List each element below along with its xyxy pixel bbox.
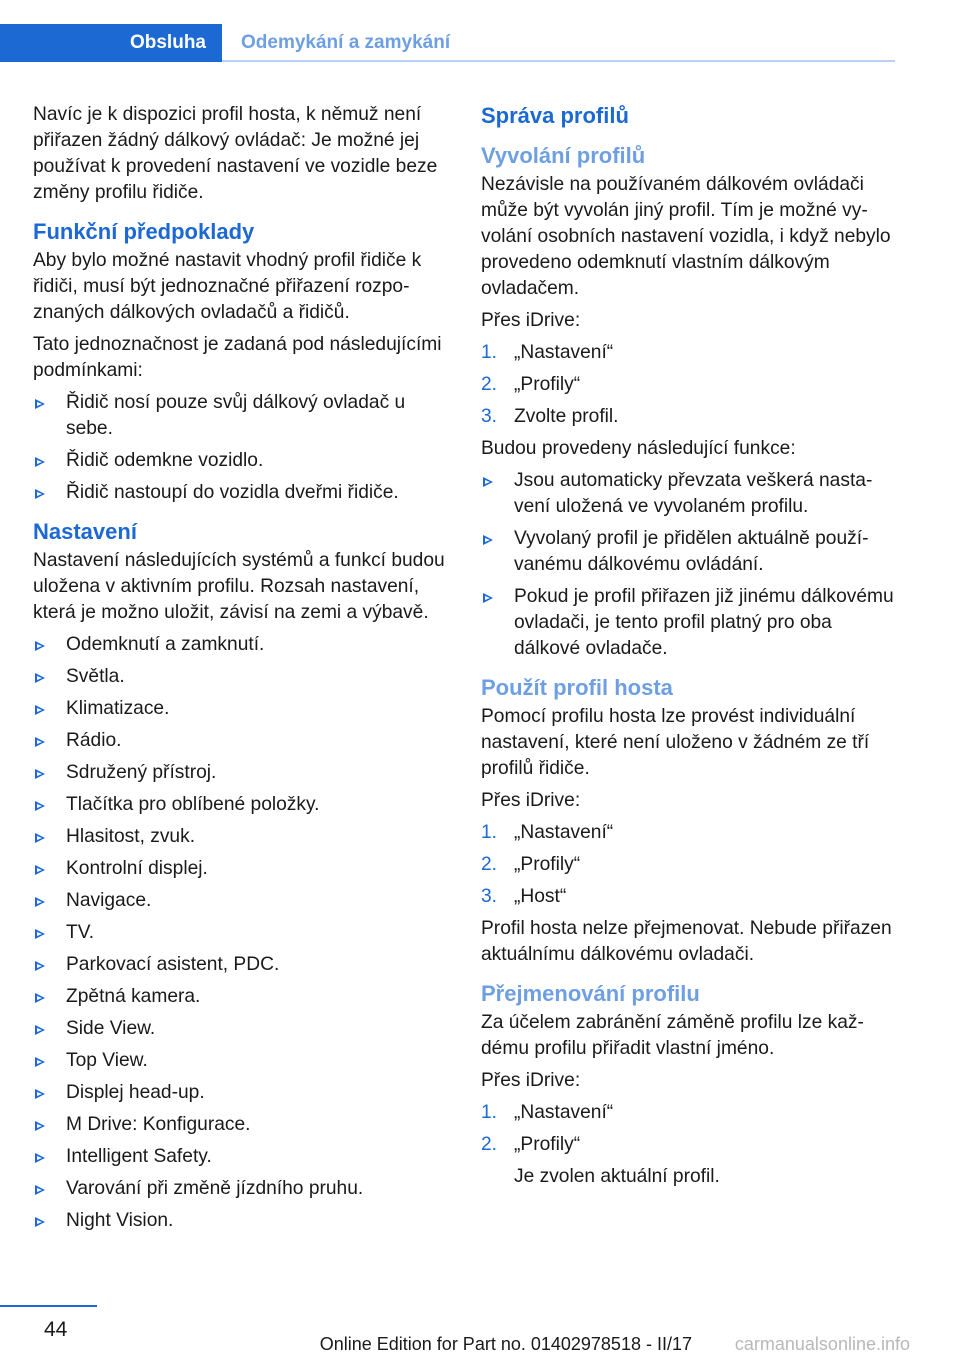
triangle-bullet-icon bbox=[483, 593, 493, 603]
heading-prejmenovani-profilu: Přejmenování profilu bbox=[481, 981, 700, 1006]
edition-note: Online Edition for Part no. 01402978518 - II/17 bbox=[319, 1334, 692, 1354]
list-item: Tlačítka pro oblíbené položky. bbox=[33, 792, 448, 818]
list-item: Klimatizace. bbox=[33, 696, 448, 722]
triangle-bullet-icon bbox=[35, 1089, 45, 1099]
triangle-bullet-icon bbox=[35, 1057, 45, 1067]
triangle-bullet-icon bbox=[35, 961, 45, 971]
list-item: 1. „Nastavení“ bbox=[481, 1102, 614, 1123]
list-item: Displej head-up. bbox=[33, 1080, 448, 1106]
list-item: Odemknutí a zamknutí. bbox=[33, 632, 448, 658]
triangle-bullet-icon bbox=[35, 865, 45, 875]
list-item: Jsou automaticky převzata veškerá nastavení uložená ve vyvolaném profilu. bbox=[481, 468, 896, 520]
steps-prejmenovani-list bbox=[481, 1100, 896, 1158]
pres-idrive-label: Přes iDrive: bbox=[481, 790, 581, 811]
list-item: 3. Zvolte profil. bbox=[481, 406, 619, 427]
list-item: Zpětná kamera. bbox=[33, 984, 448, 1010]
list-item: Varování při změně jízdního pruhu. bbox=[33, 1176, 448, 1202]
heading-funkcni-predpoklady: Funkční předpoklady bbox=[33, 219, 255, 244]
list-item: 1. „Nastavení“ bbox=[481, 342, 614, 363]
triangle-bullet-icon bbox=[483, 535, 493, 545]
paragraph-vyvolani: Nezávisle na používaném dálkovém ovládači může být vyvolán jiný profil. Tím je možné vyvolání osobních nastavení vozidla, i když nebylo provedeno odemknutí vlastním dálkovým ovladačem. bbox=[481, 174, 891, 299]
triangle-bullet-icon bbox=[35, 489, 45, 499]
triangle-bullet-icon bbox=[35, 737, 45, 747]
heading-pouzit-profil-hosta: Použít profil hosta bbox=[481, 675, 673, 700]
triangle-bullet-icon bbox=[35, 1121, 45, 1131]
paragraph-funkce: Budou provedeny následující funkce: bbox=[481, 438, 796, 459]
list-item: Pokud je profil přiřazen již jinému dálkovému ovladači, je tento profil platný pro oba dálkové ovladače. bbox=[481, 584, 896, 662]
section-tab-odemykani[interactable]: Odemykání a zamykání bbox=[241, 32, 451, 53]
paragraph-host: Pomocí profilu hosta lze provést individuální nastavení, které není uloženo v žádném ze tří profilů řidiče. bbox=[481, 706, 870, 779]
list-item: Navigace. bbox=[33, 888, 448, 914]
triangle-bullet-icon bbox=[35, 1217, 45, 1227]
list-item: 1. „Nastavení“ bbox=[481, 822, 614, 843]
triangle-bullet-icon bbox=[35, 1153, 45, 1163]
list-item: Rádio. bbox=[33, 728, 448, 754]
paragraph-prejmenovani: Za účelem zabránění záměně profilu lze každému profilu přiřadit vlastní jméno. bbox=[481, 1012, 864, 1059]
steps-host-list bbox=[481, 820, 896, 910]
list-item: TV. bbox=[33, 920, 448, 946]
triangle-bullet-icon bbox=[35, 457, 45, 467]
section-tab-obsluha[interactable]: Obsluha bbox=[0, 24, 222, 62]
list-item: Řidič nastoupí do vozidla dveřmi řidiče. bbox=[33, 480, 448, 506]
paragraph-nastaveni: Nastavení následujících systémů a funkcí budou uložena v aktivním profilu. Rozsah nastavení, která je možno uložit, závisí na zemi a výbavě. bbox=[33, 550, 445, 623]
footer-accent-line bbox=[0, 1305, 97, 1307]
list-item: Vyvolaný profil je přidělen aktuálně používanému dálkovému ovládání. bbox=[481, 526, 896, 578]
intro-paragraph: Navíc je k dispozici profil hosta, k němuž není přiřazen žádný dálkový ovládač: Je možné jej používat k provedení nastavení ve vozidle beze změny profilu řidiče. bbox=[33, 104, 438, 203]
triangle-bullet-icon bbox=[483, 477, 493, 487]
triangle-bullet-icon bbox=[35, 399, 45, 409]
triangle-bullet-icon bbox=[35, 641, 45, 651]
list-item: Night Vision. bbox=[33, 1208, 448, 1234]
watermark-text: carmanualsonline.info bbox=[734, 1334, 910, 1354]
triangle-bullet-icon bbox=[35, 673, 45, 683]
left-column bbox=[33, 102, 448, 1240]
triangle-bullet-icon bbox=[35, 993, 45, 1003]
step-sub-note: Je zvolen aktuální profil. bbox=[514, 1166, 720, 1187]
list-item: Kontrolní displej. bbox=[33, 856, 448, 882]
triangle-bullet-icon bbox=[35, 769, 45, 779]
triangle-bullet-icon bbox=[35, 801, 45, 811]
settings-list bbox=[33, 632, 448, 1234]
funkce-list bbox=[481, 468, 896, 662]
list-item: Sdružený přístroj. bbox=[33, 760, 448, 786]
list-item: Řidič odemkne vozidlo. bbox=[33, 448, 448, 474]
list-item: Hlasitost, zvuk. bbox=[33, 824, 448, 850]
triangle-bullet-icon bbox=[35, 705, 45, 715]
list-item: Parkovací asistent, PDC. bbox=[33, 952, 448, 978]
page-header bbox=[0, 24, 895, 62]
right-column bbox=[481, 102, 896, 1196]
list-item: 2. „Profily“ bbox=[481, 854, 581, 875]
triangle-bullet-icon bbox=[35, 1025, 45, 1035]
paragraph-predpoklady: Aby bylo možné nastavit vhodný profil řidiče k řidiči, musí být jednoznačné přiřazení rozpoznaných dálkových ovladačů a řidičů. bbox=[33, 250, 422, 323]
list-item: 2. „Profily“ bbox=[481, 374, 581, 395]
list-item: Řidič nosí pouze svůj dálkový ovladač u sebe. bbox=[33, 390, 448, 442]
list-item: Side View. bbox=[33, 1016, 448, 1042]
conditions-list bbox=[33, 390, 448, 506]
pres-idrive-label: Přes iDrive: bbox=[481, 310, 581, 331]
triangle-bullet-icon bbox=[35, 897, 45, 907]
list-item: 3. „Host“ bbox=[481, 886, 567, 907]
list-item: M Drive: Konfigurace. bbox=[33, 1112, 448, 1138]
triangle-bullet-icon bbox=[35, 929, 45, 939]
triangle-bullet-icon bbox=[35, 833, 45, 843]
heading-nastaveni: Nastavení bbox=[33, 519, 137, 544]
header-divider bbox=[222, 60, 895, 62]
triangle-bullet-icon bbox=[35, 1185, 45, 1195]
steps-vyvolani-list bbox=[481, 340, 896, 430]
list-item: Intelligent Safety. bbox=[33, 1144, 448, 1170]
paragraph-podminky: Tato jednoznačnost je zadaná pod následujícími podmínkami: bbox=[33, 334, 442, 381]
pres-idrive-label: Přes iDrive: bbox=[481, 1070, 581, 1091]
list-item: Top View. bbox=[33, 1048, 448, 1074]
heading-vyvolani-profilu: Vyvolání profilů bbox=[481, 143, 646, 168]
paragraph-host-note: Profil hosta nelze přejmenovat. Nebude přiřazen aktuálnímu dálkovému ovladači. bbox=[481, 918, 892, 965]
heading-sprava-profilu: Správa profilů bbox=[481, 103, 629, 128]
page-number: 44 bbox=[44, 1318, 68, 1341]
list-item: 2. „Profily“ bbox=[481, 1134, 581, 1155]
list-item: Světla. bbox=[33, 664, 448, 690]
